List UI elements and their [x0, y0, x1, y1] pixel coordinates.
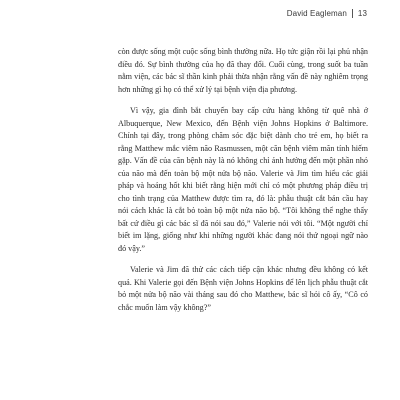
paragraph: Vì vậy, gia đình bắt chuyến bay cấp cứu hàng không từ quê nhà ở Albuquerque, New Mexico, đến Bệnh viện Johns Hopkins ở Baltimore. Chính tại đây, trong phòng chăm sóc đặc biệt dành cho trẻ em, họ biết ra rằng Matthew mắc viêm não Rasmussen, một căn bệnh viêm mãn tính hiếm gặp. Vấn đề của căn bệnh này là nó không chỉ ảnh hưởng đến một phần nhỏ của não mà đến toàn bộ một nửa bộ não. Valerie và Jim tìm hiểu các giải pháp và hoảng hốt khi biết rằng hiện mới chỉ có một phương pháp điều trị cho tình trạng của Matthew được tìm ra, đó là: phẫu thuật cắt bán cầu hay nói cách khác là cắt bỏ toàn bộ một nửa não bộ. “Tôi không thể nghe thấy bất cứ điều gì các bác sĩ đã nói sau đó,” Valerie nói với tôi. “Một người chỉ biết im lặng, giống như khi những người khác đang nói thứ ngoại ngữ nào đó vậy.”: [118, 106, 368, 253]
page-number: 13: [357, 9, 367, 18]
running-header: [287, 9, 367, 18]
body-text: [118, 46, 368, 314]
paragraph-continuation: còn được sống một cuộc sống bình thường nữa. Họ tức giận rồi lại phủ nhận điều đó. Sự bình thường của họ đã thay đổi. Cuối cùng, trong suốt ba tuần nằm viện, các bác sĩ thần kinh phải thừa nhận rằng vấn đề này nghiêm trọng hơn những gì họ có thể xử lý tại bệnh viện địa phương.: [118, 47, 368, 94]
paragraph: Valerie và Jim đã thử các cách tiếp cận khác nhưng đều không có kết quả. Khi Valerie gọi đến Bệnh viện Johns Hopkins để lên lịch phẫu thuật cắt bỏ một nửa bộ não vài tháng sau đó cho Matthew, bác sĩ hỏi cô ấy, “Cô có chắc muốn làm vậy không?”: [118, 265, 368, 312]
header-separator: [352, 9, 353, 18]
author-name: David Eagleman: [286, 9, 347, 18]
